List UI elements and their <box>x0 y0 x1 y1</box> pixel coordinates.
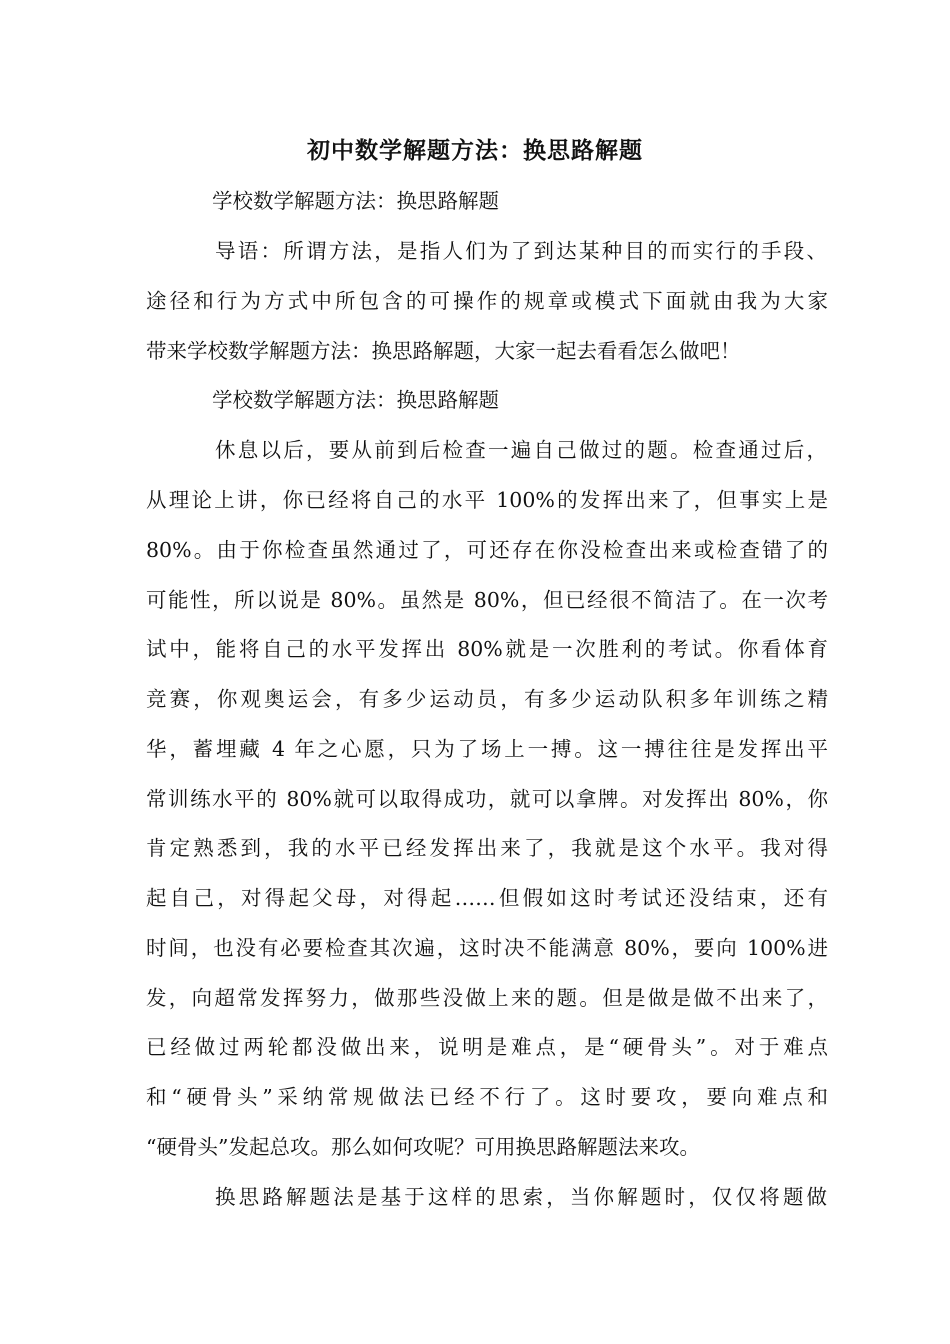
paragraph-line: 时间，也没有必要检查其次遍，这时决不能满意 80%，要向 100%进 <box>146 936 828 960</box>
paragraph-line: 休息以后，要从前到后检查一遍自己做过的题。检查通过后， <box>215 438 827 462</box>
document-title: 初中数学解题方法：换思路解题 <box>307 137 643 164</box>
paragraph-line: 试中，能将自己的水平发挥出 80%就是一次胜利的考试。你看体育 <box>146 637 828 661</box>
paragraph-line: 带来学校数学解题方法：换思路解题，大家一起去看看怎么做吧！ <box>146 339 741 363</box>
paragraph-line: 常训练水平的 80%就可以取得成功，就可以拿牌。对发挥出 80%，你 <box>146 787 828 811</box>
paragraph-line: 导语：所谓方法，是指人们为了到达某种目的而实行的手段、 <box>215 239 827 263</box>
paragraph-line: 发，向超常发挥努力，做那些没做上来的题。但是做是做不出来了， <box>146 986 828 1010</box>
paragraph-line: 途径和行为方式中所包含的可操作的规章或模式下面就由我为大家 <box>146 289 828 313</box>
paragraph-line: 肯定熟悉到，我的水平已经发挥出来了，我就是这个水平。我对得 <box>146 836 828 860</box>
paragraph-line: 已经做过两轮都没做出来，说明是难点，是“硬骨头”。对于难点 <box>146 1035 828 1059</box>
subtitle-line: 学校数学解题方法：换思路解题 <box>212 189 499 213</box>
paragraph-line: “硬骨头”发起总攻。那么如何攻呢？可用换思路解题法来攻。 <box>146 1135 700 1159</box>
paragraph-line: 华，蓄埋藏 4 年之心愿，只为了场上一搏。这一搏往往是发挥出平 <box>146 737 828 761</box>
paragraph-line: 和“硬骨头”采纳常规做法已经不行了。这时要攻，要向难点和 <box>146 1085 828 1109</box>
paragraph-line: 从理论上讲，你已经将自己的水平 100%的发挥出来了，但事实上是 <box>146 488 828 512</box>
paragraph-line: 换思路解题法是基于这样的思索，当你解题时，仅仅将题做 <box>215 1185 827 1209</box>
section-heading-line: 学校数学解题方法：换思路解题 <box>212 388 499 412</box>
paragraph-line: 可能性，所以说是 80%。虽然是 80%，但已经很不简洁了。在一次考 <box>146 588 828 612</box>
paragraph-line: 起自己，对得起父母，对得起……但假如这时考试还没结束，还有 <box>146 886 828 910</box>
paragraph-line: 竞赛，你观奥运会，有多少运动员，有多少运动队积多年训练之精 <box>146 687 828 711</box>
paragraph-line: 80%。由于你检查虽然通过了，可还存在你没检查出来或检查错了的 <box>146 538 828 562</box>
